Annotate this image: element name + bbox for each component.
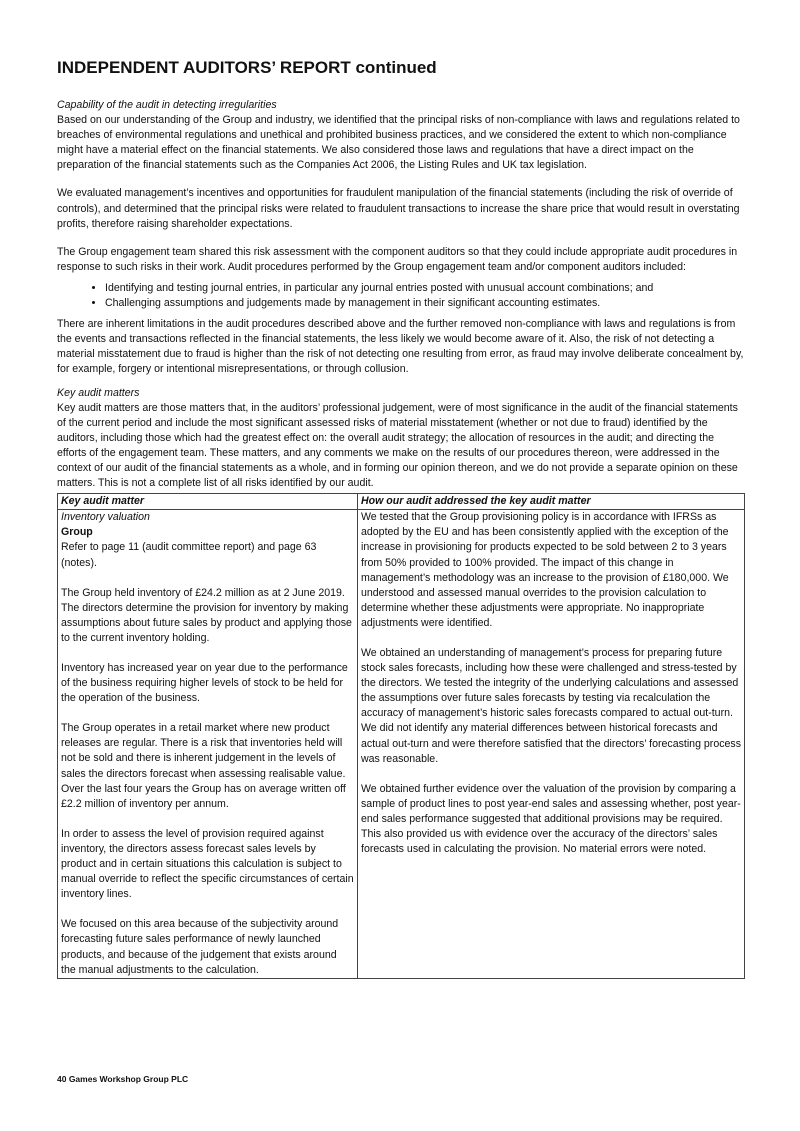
table-row xyxy=(58,510,745,978)
paragraph: There are inherent limitations in the audit procedures described above and the further removed non-compliance with laws and regulations is from the events and transactions reflected in the financial statements, the less likely we would become aware of it. Also, the risk of not detecting a material misstatement due to fraud is higher than the risk of not detecting one resulting from error, as fraud may involve deliberate concealment by, for example, forgery or intentional misrepresentations, or through collusion. xyxy=(57,318,744,376)
paragraph: We evaluated management’s incentives and opportunities for fraudulent manipulation of the financial statements (including the risk of override of controls), and determined that the principal risks were related to fraudulent transactions to increase the share price that would result in overstating profits, therefore raising shareholder expectations. xyxy=(57,187,740,230)
response-paragraph: We obtained an understanding of management’s process for preparing future stock sales forecasts, including how these were challenged and stress-tested by the directors. We tested the integrity of the underlying calculations and assessed the assumptions over future sales forecasts by testing via recalculation the accuracy of management’s historic sales forecasts compared to actual out-turn. We did not identify any material differences between historical forecasts and actual out-turn and were therefore satisfied that the directors’ forecasting process was reasonable. xyxy=(361,647,742,765)
list-item: • Identifying and testing journal entries, in particular any journal entries posted with unusual account combinations; and xyxy=(105,281,745,296)
response-paragraph: We obtained further evidence over the valuation of the provision by comparing a sample of product lines to post year-end sales and assessing whether, post year-end sales performance suggested that additional provisions may be required. This also provided us with evidence over the accuracy of the directors’ sales forecasts used in calculating the provision. No material errors were noted. xyxy=(361,782,741,856)
matter-paragraph: In order to assess the level of provision required against inventory, the directors assess forecast sales levels by product and in certain situations this calculation is subject to manual override to reflect the specific circumstances of certain inventory lines. xyxy=(61,827,354,901)
page-title: INDEPENDENT AUDITORS’ REPORT continued xyxy=(57,58,437,77)
column-header-key-audit-matter: Key audit matter xyxy=(58,494,358,510)
matter-paragraph: The Group held inventory of £24.2 million as at 2 June 2019. The directors determine the provision for inventory by making assumptions about future sales by product and applying those to the current inventory holding. xyxy=(61,586,352,644)
section-heading-key-audit-matters: Key audit matters xyxy=(57,386,140,399)
key-audit-matter-cell xyxy=(58,510,358,978)
paragraph: Key audit matters are those matters that, in the auditors’ professional judgement, were of most significance in the audit of the financial statements of the current period and include the most significant assessed risks of material misstatement (whether or not due to fraud) identified by the auditors, including those which had the greatest effect on: the overall audit strategy; the allocation of resources in the audit; and directing the efforts of the engagement team. These matters, and any comments we make on the results of our procedures thereon, were addressed in the context of our audit of the financial statements as a whole, and in forming our opinion thereon, and we do not provide a separate opinion on these matters. This is not a complete list of all risks identified by our audit. xyxy=(57,401,738,490)
matter-topic: Inventory valuation xyxy=(61,511,150,524)
matter-paragraph: Inventory has increased year on year due to the performance of the business requiring higher levels of stock to be held for the operation of the business. xyxy=(61,662,348,705)
audit-response-cell xyxy=(358,510,745,978)
section-heading-capability: Capability of the audit in detecting irregularities xyxy=(57,99,277,111)
list-item: • Challenging assumptions and judgements made by management in their significant accounting estimates. xyxy=(105,296,745,311)
matter-paragraph: The Group operates in a retail market where new product releases are regular. There is a risk that inventories held will not be sold and there is inherent judgement in the levels of sales the directors forecast when assessing realisable value. Over the last four years the Group has on average written off £2.2 million of inventory per annum. xyxy=(61,722,346,810)
page-footer: 40 Games Workshop Group PLC xyxy=(57,1074,189,1084)
matter-paragraph: We focused on this area because of the subjectivity around forecasting future sales performance of newly launched products, and because of the judgement that exists around the manual adjustments to the calculation. xyxy=(61,918,339,976)
matter-scope: Group xyxy=(61,526,93,539)
bullet-list xyxy=(57,281,745,311)
report-page xyxy=(57,58,745,979)
key-audit-matter-table xyxy=(57,493,745,979)
response-paragraph: We tested that the Group provisioning policy is in accordance with IFRSs as adopted by the EU and has been consistently applied with the exception of the increase in provisioning for products expected to be sold between 2 to 3 years from 50% provided to 100% provided. The impact of this change in management’s methodology was an increase to the provision of £180,000. We understood and assessed manual overrides to the provision calculation to determine whether these adjustments were appropriate. No inappropriate adjustments were identified. xyxy=(361,511,729,629)
paragraph: Based on our understanding of the Group and industry, we identified that the principal risks of non-compliance with laws and regulations related to breaches of environmental regulations and unethical and prohibited business practices, and we considered the extent to which non-compliance might have a material effect on the financial statements. We also considered those laws and regulations that have a direct impact on the preparation of the financial statements such as the Companies Act 2006, the Listing Rules and UK tax legislation. xyxy=(57,114,740,172)
column-header-audit-response: How our audit addressed the key audit matter xyxy=(358,494,745,510)
matter-reference: Refer to page 11 (audit committee report) and page 63 (notes). xyxy=(61,541,317,569)
table-header-row xyxy=(58,494,745,510)
paragraph: The Group engagement team shared this risk assessment with the component auditors so that they could include appropriate audit procedures in response to such risks in their work. Audit procedures performed by the Group engagement team and/or component auditors included: xyxy=(57,245,738,273)
